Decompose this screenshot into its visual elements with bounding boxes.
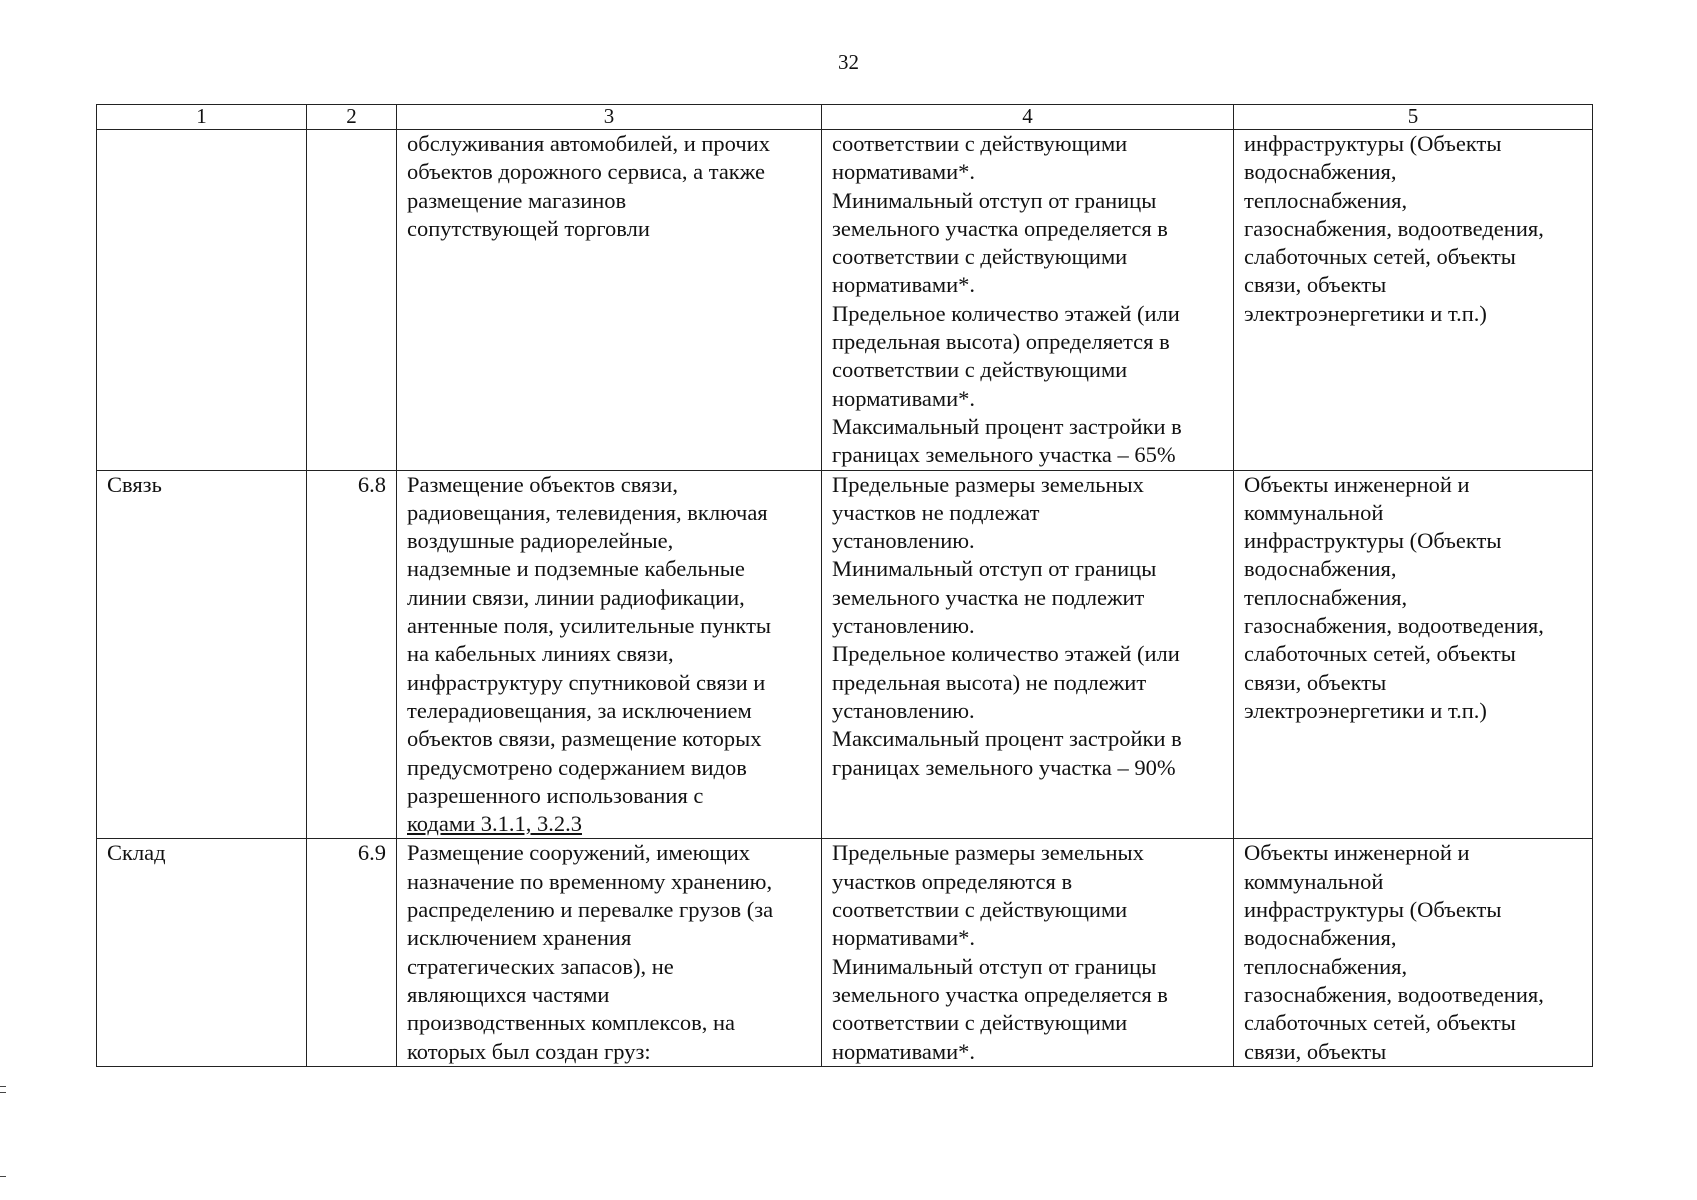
use-code-cell: [307, 470, 397, 839]
text-line: линии связи, линии радиофикации,: [407, 584, 745, 610]
text-line: инфраструктуры (Объекты: [1244, 131, 1502, 156]
text-line: нормативами*.: [832, 385, 976, 411]
text-line: коммунальной: [1244, 499, 1384, 525]
text-line: Максимальный процент застройки в: [832, 726, 1182, 752]
parameters-cell: [822, 470, 1234, 839]
text-line: нормативами*.: [832, 925, 976, 951]
text-line: исключением хранения: [407, 925, 632, 951]
text-line: надземные и подземные кабельные: [407, 556, 745, 582]
description-cell: [397, 839, 822, 1066]
text-line: связи, объекты: [1244, 1038, 1387, 1064]
scan-edge-mark: [0, 1086, 6, 1087]
text-line: Минимальный отступ от границы: [832, 187, 1157, 213]
text-line: назначение по временному хранению,: [407, 868, 773, 894]
text-line: земельного участка определяется в: [832, 215, 1168, 241]
table-row: [97, 470, 1593, 839]
text-line: стратегических запасов), не: [407, 953, 674, 979]
text-line: предусмотрено содержанием видов: [407, 754, 747, 780]
text-line: участков не подлежат: [832, 499, 1040, 525]
header-cell-1: 1: [97, 105, 307, 130]
text-line: сопутствующей торговли: [407, 215, 650, 241]
text-line: водоснабжения,: [1244, 556, 1397, 582]
parameters-cell: [822, 130, 1234, 471]
text-line: слаботочных сетей, объекты: [1244, 1010, 1516, 1036]
text-line: телерадиовещания, за исключением: [407, 697, 752, 723]
text-line: соответствии с действующими: [832, 897, 1128, 923]
text-line: предельная высота) не подлежит: [832, 669, 1147, 695]
text-line: соответствии с действующими: [832, 357, 1128, 383]
text-line: водоснабжения,: [1244, 159, 1397, 185]
text-line: Размещение сооружений, имеющих: [407, 840, 750, 866]
text-line: слаботочных сетей, объекты: [1244, 244, 1516, 270]
text-line: границах земельного участка – 90%: [832, 754, 1176, 780]
text-line: на кабельных линиях связи,: [407, 641, 674, 667]
use-code: 6.9: [357, 840, 386, 866]
text-line: соответствии с действующими: [832, 244, 1128, 270]
use-name-cell: [97, 470, 307, 839]
use-codes-link[interactable]: кодами 3.1.1, 3.2.3: [407, 811, 582, 837]
text-line: объектов дорожного сервиса, а также: [407, 159, 765, 185]
text-line: инфраструктуры (Объекты: [1244, 528, 1502, 554]
table-row: [97, 130, 1593, 471]
auxiliary-uses-cell: [1234, 470, 1593, 839]
scan-edge-mark: [0, 1092, 6, 1093]
text-line: которых был создан груз:: [407, 1038, 651, 1064]
use-code-cell: [307, 130, 397, 471]
text-line: Объекты инженерной и: [1244, 471, 1470, 497]
text-line: разрешенного использования с: [407, 782, 704, 808]
text-line: нормативами*.: [832, 1038, 976, 1064]
text-line: объектов связи, размещение которых: [407, 726, 762, 752]
text-line: установлению.: [832, 528, 975, 554]
text-line: размещение магазинов: [407, 187, 627, 213]
text-line: земельного участка определяется в: [832, 981, 1168, 1007]
text-line: нормативами*.: [832, 159, 976, 185]
page-number: 32: [838, 50, 859, 74]
table-row: [97, 839, 1593, 1066]
text-line: распределению и перевалке грузов (за: [407, 897, 774, 923]
text-line: инфраструктуры (Объекты: [1244, 897, 1502, 923]
text-line: участков определяются в: [832, 868, 1073, 894]
text-line: теплоснабжения,: [1244, 584, 1408, 610]
text-line: соответствии с действующими: [832, 1010, 1128, 1036]
header-cell-3: 3: [397, 105, 822, 130]
description-lines: [407, 471, 811, 811]
header-cell-2: 2: [307, 105, 397, 130]
parameters-cell: [822, 839, 1234, 1066]
text-line: газоснабжения, водоотведения,: [1244, 613, 1544, 639]
text-line: предельная высота) определяется в: [832, 329, 1170, 355]
zoning-table: [96, 104, 1593, 1067]
use-name-cell: [97, 839, 307, 1066]
description-cell: [397, 470, 822, 839]
text-line: Предельные размеры земельных: [832, 840, 1144, 866]
text-line: Минимальный отступ от границы: [832, 556, 1157, 582]
text-line: Минимальный отступ от границы: [832, 953, 1157, 979]
text-line: установлению.: [832, 613, 975, 639]
use-name: Склад: [107, 840, 166, 866]
auxiliary-uses-cell: [1234, 839, 1593, 1066]
text-line: Предельное количество этажей (или: [832, 300, 1180, 326]
text-line: соответствии с действующими: [832, 131, 1128, 156]
text-line: Размещение объектов связи,: [407, 471, 678, 497]
text-line: установлению.: [832, 697, 975, 723]
text-line: связи, объекты: [1244, 272, 1387, 298]
text-line: водоснабжения,: [1244, 925, 1397, 951]
description-cell: [397, 130, 822, 471]
table-header-row: [97, 105, 1593, 130]
text-line: теплоснабжения,: [1244, 953, 1408, 979]
use-code: 6.8: [357, 471, 386, 497]
text-line: границах земельного участка – 65%: [832, 442, 1176, 468]
text-line: газоснабжения, водоотведения,: [1244, 215, 1544, 241]
text-line: коммунальной: [1244, 868, 1384, 894]
text-line: Предельные размеры земельных: [832, 471, 1144, 497]
text-line: электроэнергетики и т.п.): [1244, 697, 1487, 723]
text-line: электроэнергетики и т.п.): [1244, 300, 1487, 326]
text-line: обслуживания автомобилей, и прочих: [407, 131, 770, 156]
auxiliary-uses-cell: [1234, 130, 1593, 471]
text-line: радиовещания, телевидения, включая: [407, 499, 768, 525]
text-line: теплоснабжения,: [1244, 187, 1408, 213]
header-cell-5: 5: [1234, 105, 1593, 130]
text-line: газоснабжения, водоотведения,: [1244, 981, 1544, 1007]
text-line: Максимальный процент застройки в: [832, 413, 1182, 439]
text-line: земельного участка не подлежит: [832, 584, 1145, 610]
text-line: связи, объекты: [1244, 669, 1387, 695]
text-line: нормативами*.: [832, 272, 976, 298]
text-line: инфраструктуру спутниковой связи и: [407, 669, 766, 695]
use-name: Связь: [107, 471, 162, 497]
use-code-cell: [307, 839, 397, 1066]
header-cell-4: 4: [822, 105, 1234, 130]
text-line: Предельное количество этажей (или: [832, 641, 1180, 667]
text-line: антенные поля, усилительные пункты: [407, 613, 772, 639]
text-line: Объекты инженерной и: [1244, 840, 1470, 866]
scan-edge-mark: [0, 1176, 6, 1177]
text-line: являющихся частями: [407, 981, 610, 1007]
use-name-cell: [97, 130, 307, 471]
text-line: слаботочных сетей, объекты: [1244, 641, 1516, 667]
text-line: воздушные радиорелейные,: [407, 528, 674, 554]
text-line: производственных комплексов, на: [407, 1010, 735, 1036]
